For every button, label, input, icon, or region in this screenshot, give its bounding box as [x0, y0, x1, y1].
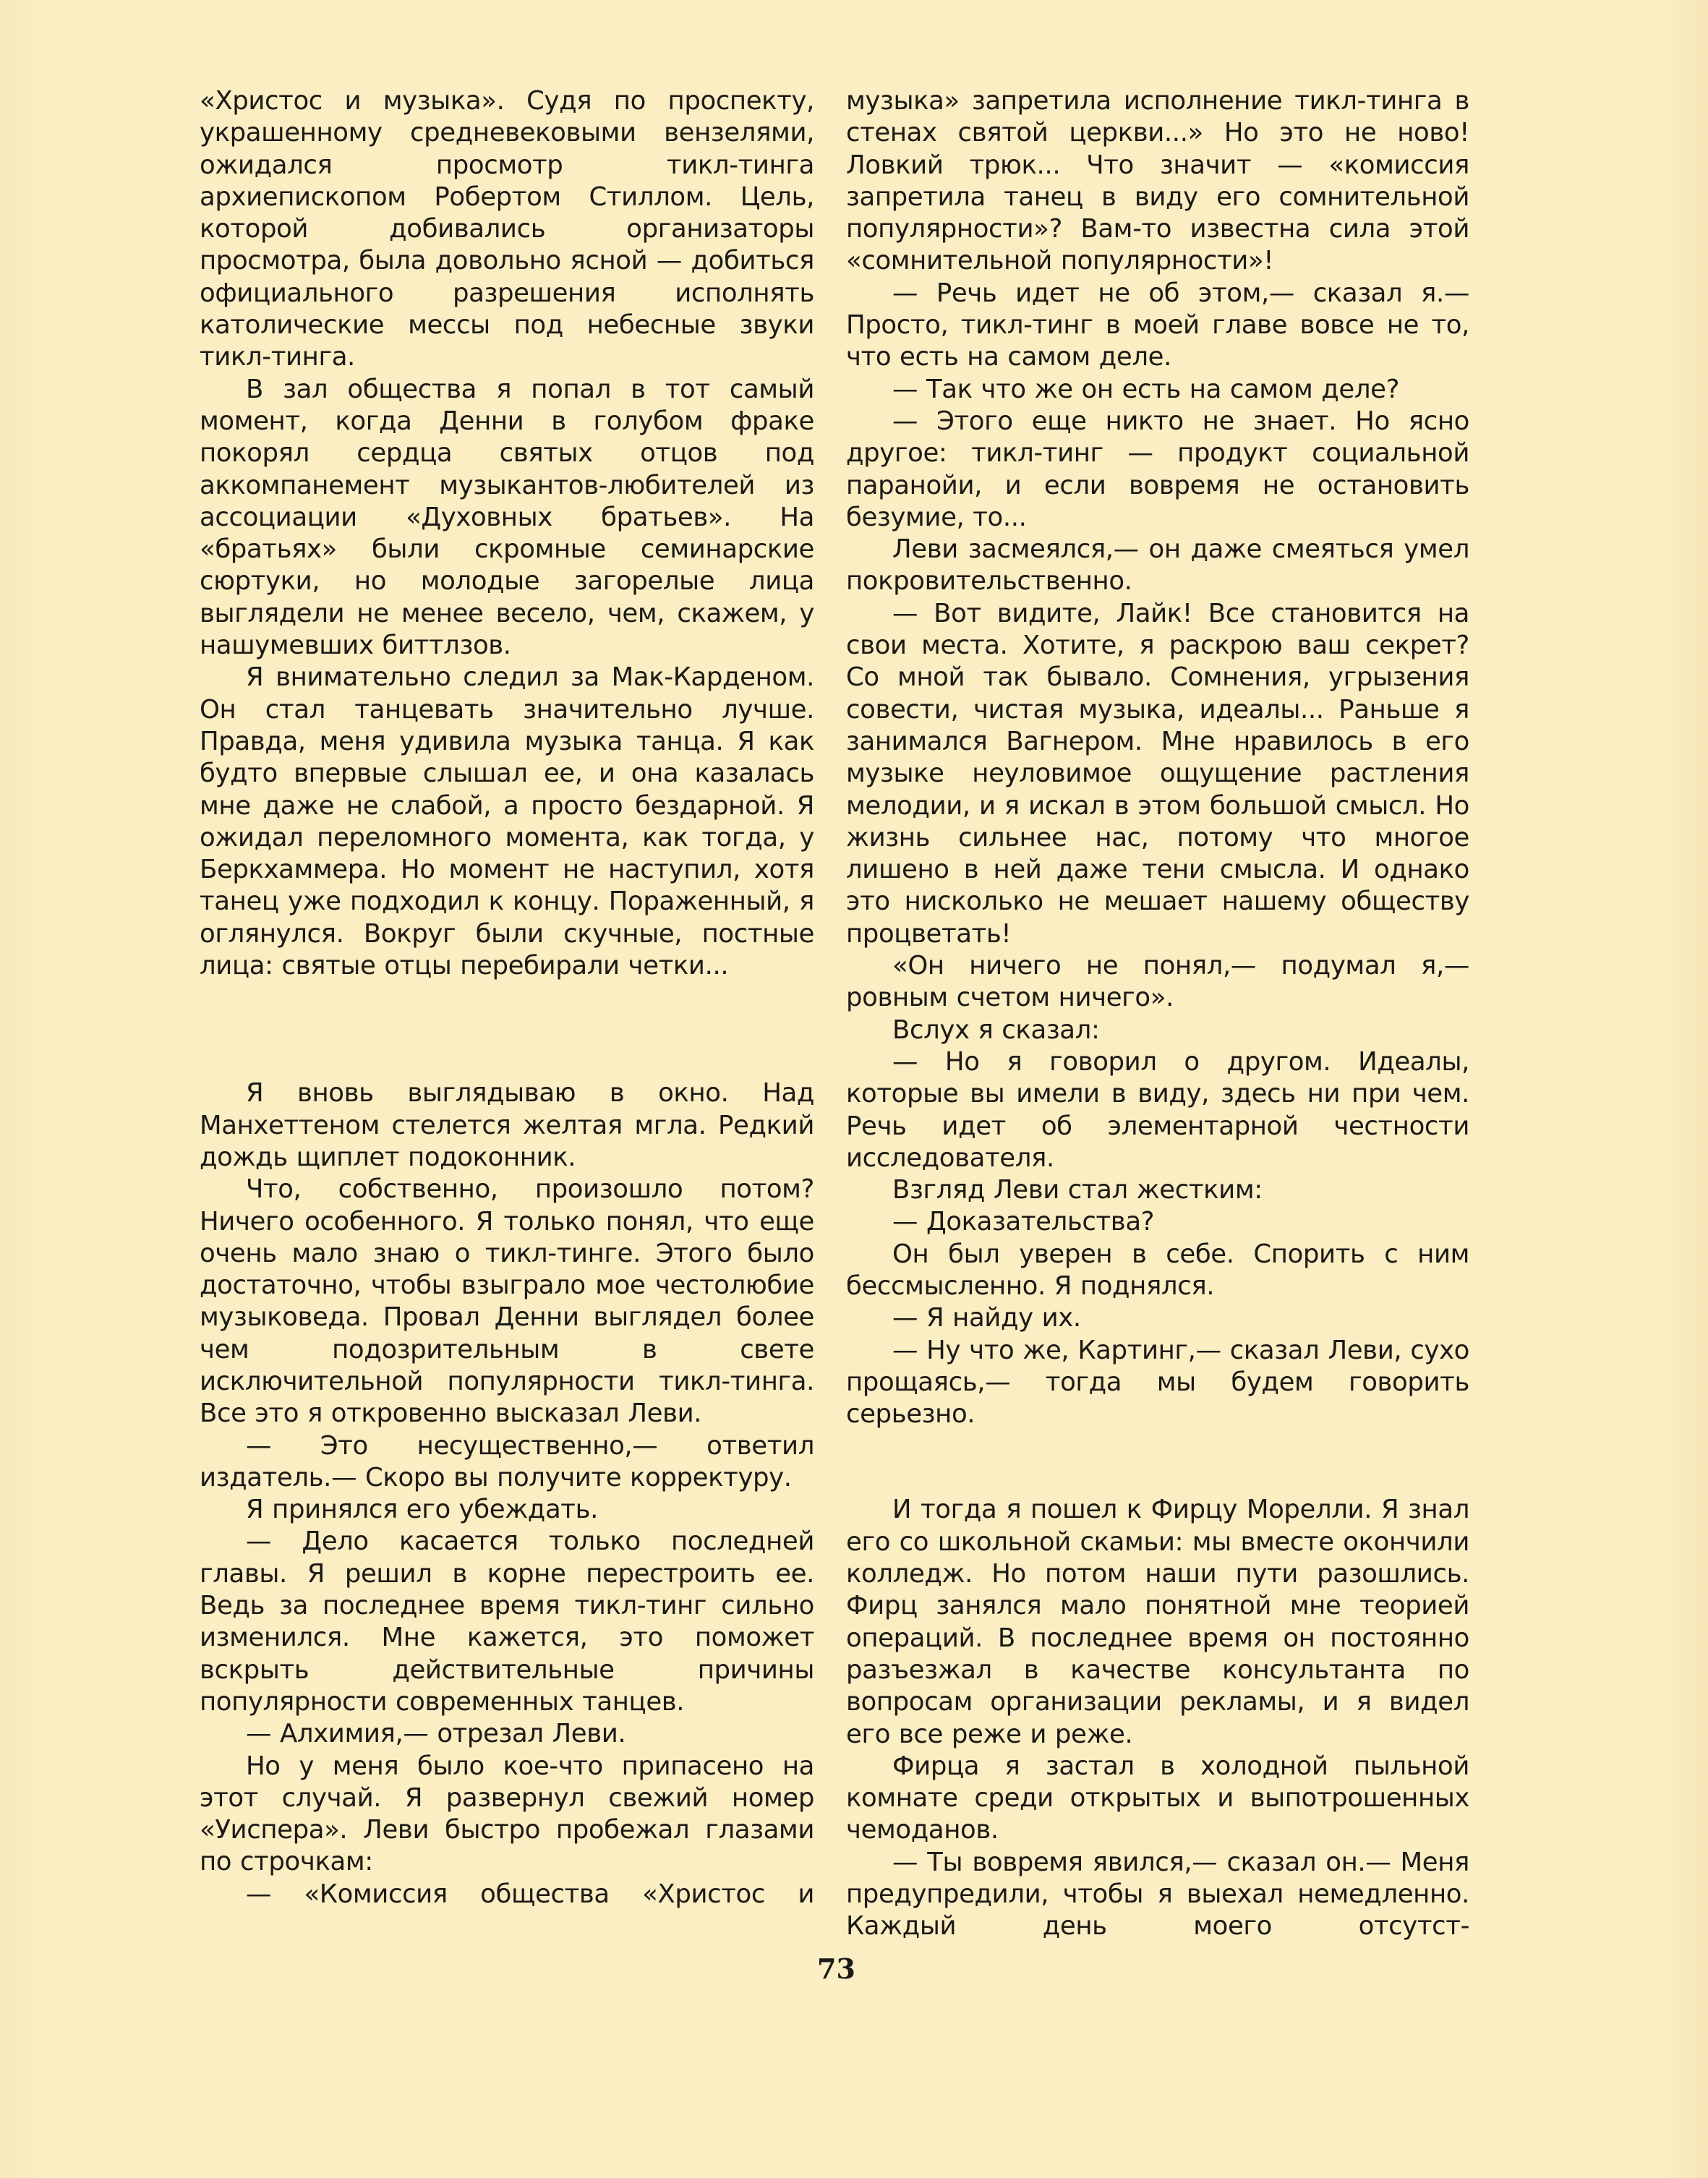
paragraph: Он был уверен в себе. Спорить с ним бессмысленно. Я поднялся. — [846, 1239, 1469, 1301]
paragraph: «Он ничего не понял,— подумал я,— ровным счетом ничего». — [846, 951, 1469, 1013]
paragraph: В зал общества я попал в тот самый момент, когда Денни в голубом фраке покорял сердца святых отцов под аккомпанемент музыкантов-любителей из ассоциации «Духовных братьев». На «братьях» были скромные семинарские сюртуки, но молодые загорелые лица выглядели не менее весело, чем, скажем, у нашумевших биттлзов. — [200, 374, 814, 661]
paragraph: Я принялся его убеждать. — [246, 1495, 598, 1525]
dialogue-line: — «Комиссия общества «Христос и — [246, 1879, 814, 1909]
dialogue-line: — Алхимия,— отрезал Леви. — [246, 1719, 626, 1749]
paragraph: «Христос и музыка». Судя по проспекту, украшенному средневековыми вензелями, ожидался просмотр тикл-тинга архиепископом Робертом Стиллом. Цель, которой добивались организаторы просмотра, была довольно ясной — добиться официального разрешения исполнять католические мессы под небесные звуки тикл-тинга. — [200, 86, 814, 372]
left-column — [200, 85, 814, 1910]
paragraph: Я внимательно следил за Мак-Карденом. Он стал танцевать значительно лучше. Правда, меня удивила музыка танца. Я как будто впервые слышал ее, и она казалась мне даже не слабой, а просто бездарной. Я ожидал переломного момента, как тогда, у Беркхаммера. Но момент не наступил, хотя танец уже подходил к концу. Пораженный, я оглянулся. Вокруг были скучные, постные лица: святые отцы перебирали четки... — [200, 662, 814, 981]
dialogue-line: — Этого еще никто не знает. Но ясно другое: тикл-тинг — продукт социальной паранойи, и если вовремя не остановить безумие, то... — [846, 406, 1469, 532]
dialogue-line: — Дело касается только последней главы. Я решил в корне перестроить ее. Ведь за последнее время тикл-тинг сильно изменился. Мне кажется, это поможет вскрыть действительные причины популярности современных танцев. — [200, 1526, 814, 1717]
paragraph: Но у меня было кое-что припасено на этот случай. Я развернул свежий номер «Уиспера». Леви быстро пробежал глазами по строчкам: — [200, 1751, 814, 1877]
dialogue-line: — Ты вовремя явился,— сказал он.— Меня предупредили, чтобы я выехал немедленно. Каждый день моего отсутст- — [846, 1847, 1469, 1942]
dialogue-line: — Доказательства? — [892, 1207, 1155, 1237]
page-number: 73 — [817, 1952, 855, 1985]
section-start-paragraph: И тогда я пошел к Фирцу Морелли. Я знал его со школьной скамьи: мы вместе окончили колледж. Но потом наши пути разошлись. Фирц занялся мало понятной мне теорией операций. В последнее время он постоянно разъезжал в качестве консультанта по вопросам организации рекламы, и я видел его все реже и реже. — [846, 1495, 1469, 1749]
paragraph: Взгляд Леви стал жестким: — [892, 1175, 1263, 1205]
dialogue-line: — Ну что же, Картинг,— сказал Леви, сухо прощаясь,— тогда мы будем говорить серьезно. — [846, 1335, 1469, 1430]
dialogue-line: — Речь идет не об этом,— сказал я.— Просто, тикл-тинг в моей главе вовсе не то, что есть на самом деле. — [846, 278, 1469, 372]
dialogue-line: — Вот видите, Лайк! Все становится на свои места. Хотите, я раскрою ваш секрет? Со мной так бывало. Сомнения, угрызения совести, чистая музыка, идеалы... Раньше я занимался Вагнером. Мне нравилось в его музыке неуловимое ощущение растления мелодии, и я искал в этом большой смысл. Но жизнь сильнее нас, потому что многое лишено в ней даже тени смысла. И однако это нисколько не мешает нашему обществу процветать! — [846, 598, 1469, 949]
dialogue-line: — Но я говорил о другом. Идеалы, которые вы имели в виду, здесь ни при чем. Речь идет об элементарной честности исследователя. — [846, 1046, 1469, 1173]
paragraph: музыка» запретила исполнение тикл-тинга в стенах святой церкви...» Но это не ново! Ловкий трюк... Что значит — «комиссия запретила танец в виду его сомнительной популярности»? Вам-то известна сила этой «сомнительной популярности»! — [846, 86, 1469, 276]
right-column — [846, 85, 1469, 1943]
paragraph: Что, собственно, произошло потом? Ничего особенного. Я только понял, что еще очень мало знаю о тикл-тинге. Этого было достаточно, чтобы взыграло мое честолюбие музыковеда. Провал Денни выглядел более чем подозрительным в свете исключительной популярности тикл-тинга. Все это я откровенно высказал Леви. — [200, 1174, 814, 1429]
paragraph: Фирца я застал в холодной пыльной комнате среди открытых и выпотрошенных чемоданов. — [846, 1751, 1469, 1845]
paragraph: Леви засмеялся,— он даже смеяться умел покровительственно. — [846, 534, 1469, 597]
dialogue-line: — Это несущественно,— ответил издатель.— Скоро вы получите корректуру. — [200, 1430, 814, 1492]
dialogue-line: — Я найду их. — [892, 1303, 1081, 1333]
dialogue-line: — Так что же он есть на самом деле? — [892, 374, 1400, 404]
section-start-paragraph: Я вновь выглядываю в окно. Над Манхеттеном стелется желтая мгла. Редкий дождь щиплет подоконник. — [200, 1078, 814, 1172]
paragraph: Вслух я сказал: — [892, 1015, 1100, 1045]
